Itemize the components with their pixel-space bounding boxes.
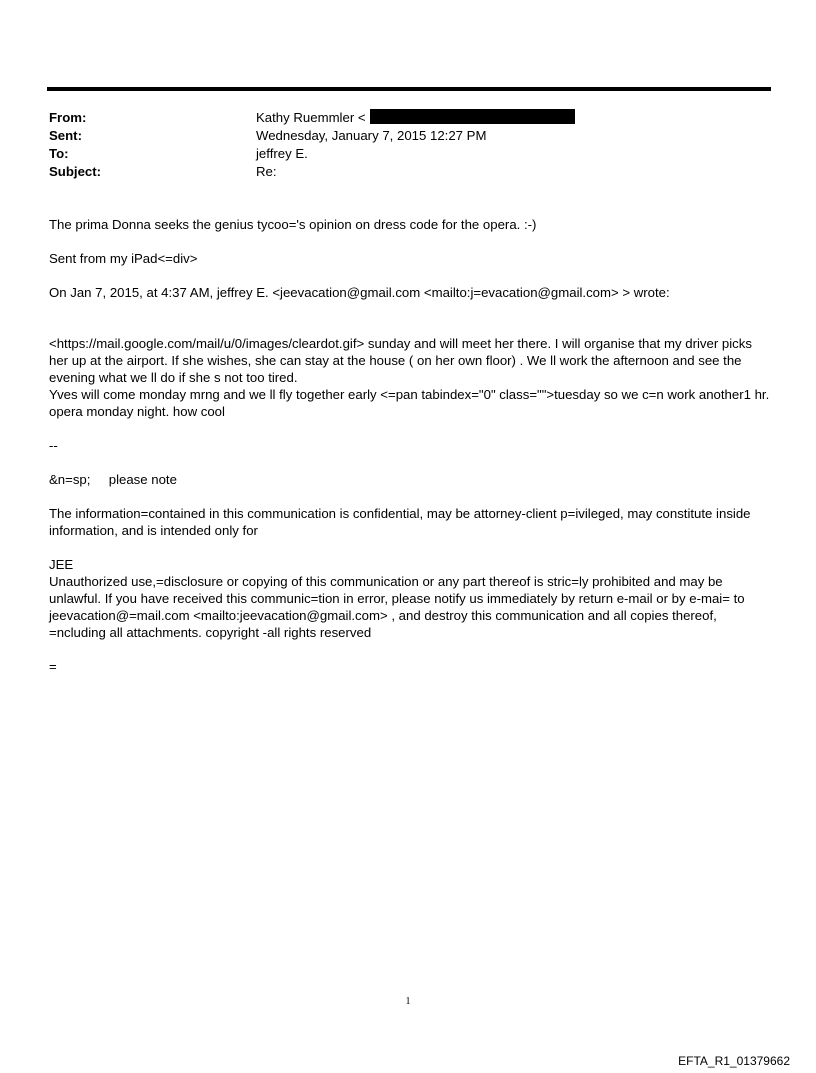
note-line: &n=sp; please note: [49, 472, 177, 487]
from-label: From:: [49, 110, 87, 125]
redaction-block: [370, 109, 575, 124]
sent-value: Wednesday, January 7, 2015 12:27 PM: [256, 128, 487, 143]
quoted-paragraph-1: <https://mail.google.com/mail/u/0/images/cleardot.gif> sunday and will meet her there. I will organise that my driver picks her up at the airport. If she wishes, she can stay at the house ( on her own floor) . We ll work the afternoon and see the evening what we ll do if she s not too tired.: [49, 336, 752, 385]
body-line-1: The prima Donna seeks the genius tycoo='s opinion on dress code for the opera. :-): [49, 217, 537, 232]
confidentiality-notice: The information=contained in this communication is confidential, may be attorney-client p=ivileged, may constitute inside information, and is intended only for: [49, 506, 751, 538]
subject-value: Re:: [256, 164, 277, 179]
body-line-2: Sent from my iPad<=div>: [49, 251, 198, 266]
page-number: 1: [405, 996, 411, 1007]
signature-dashes: --: [49, 438, 58, 453]
jee-line: JEE: [49, 557, 74, 572]
equals-line: =: [49, 659, 57, 674]
quoted-header: On Jan 7, 2015, at 4:37 AM, jeffrey E. <jeevacation@gmail.com <mailto:j=evacation@gmail.com> > wrote:: [49, 285, 670, 300]
to-value: jeffrey E.: [256, 146, 308, 161]
from-value: [256, 109, 575, 127]
document-id: EFTA_R1_01379662: [678, 1054, 790, 1068]
subject-label: Subject:: [49, 164, 102, 179]
unauthorized-notice: Unauthorized use,=disclosure or copying of this communication or any part thereof is stric=ly prohibited and may be unlawful. If you have received this communic=tion in error, please notify us immediately by return e-mail or by e-mai= to jeevacation@=mail.com <mailto:jeevacation@gmail.com> , and destroy this communication and all copies thereof, =ncluding all attachments. copyright -all rights reserved: [49, 574, 745, 640]
email-body: [49, 216, 771, 675]
to-label: To:: [49, 146, 69, 161]
sent-label: Sent:: [49, 128, 82, 143]
quoted-paragraph-2: Yves will come monday mrng and we ll fly together early <=pan tabindex="0" class="">tuesday so we c=n work another1 hr. opera monday night. how cool: [49, 387, 770, 419]
from-name: Kathy Ruemmler <: [256, 110, 366, 125]
header-rule: [47, 87, 771, 91]
